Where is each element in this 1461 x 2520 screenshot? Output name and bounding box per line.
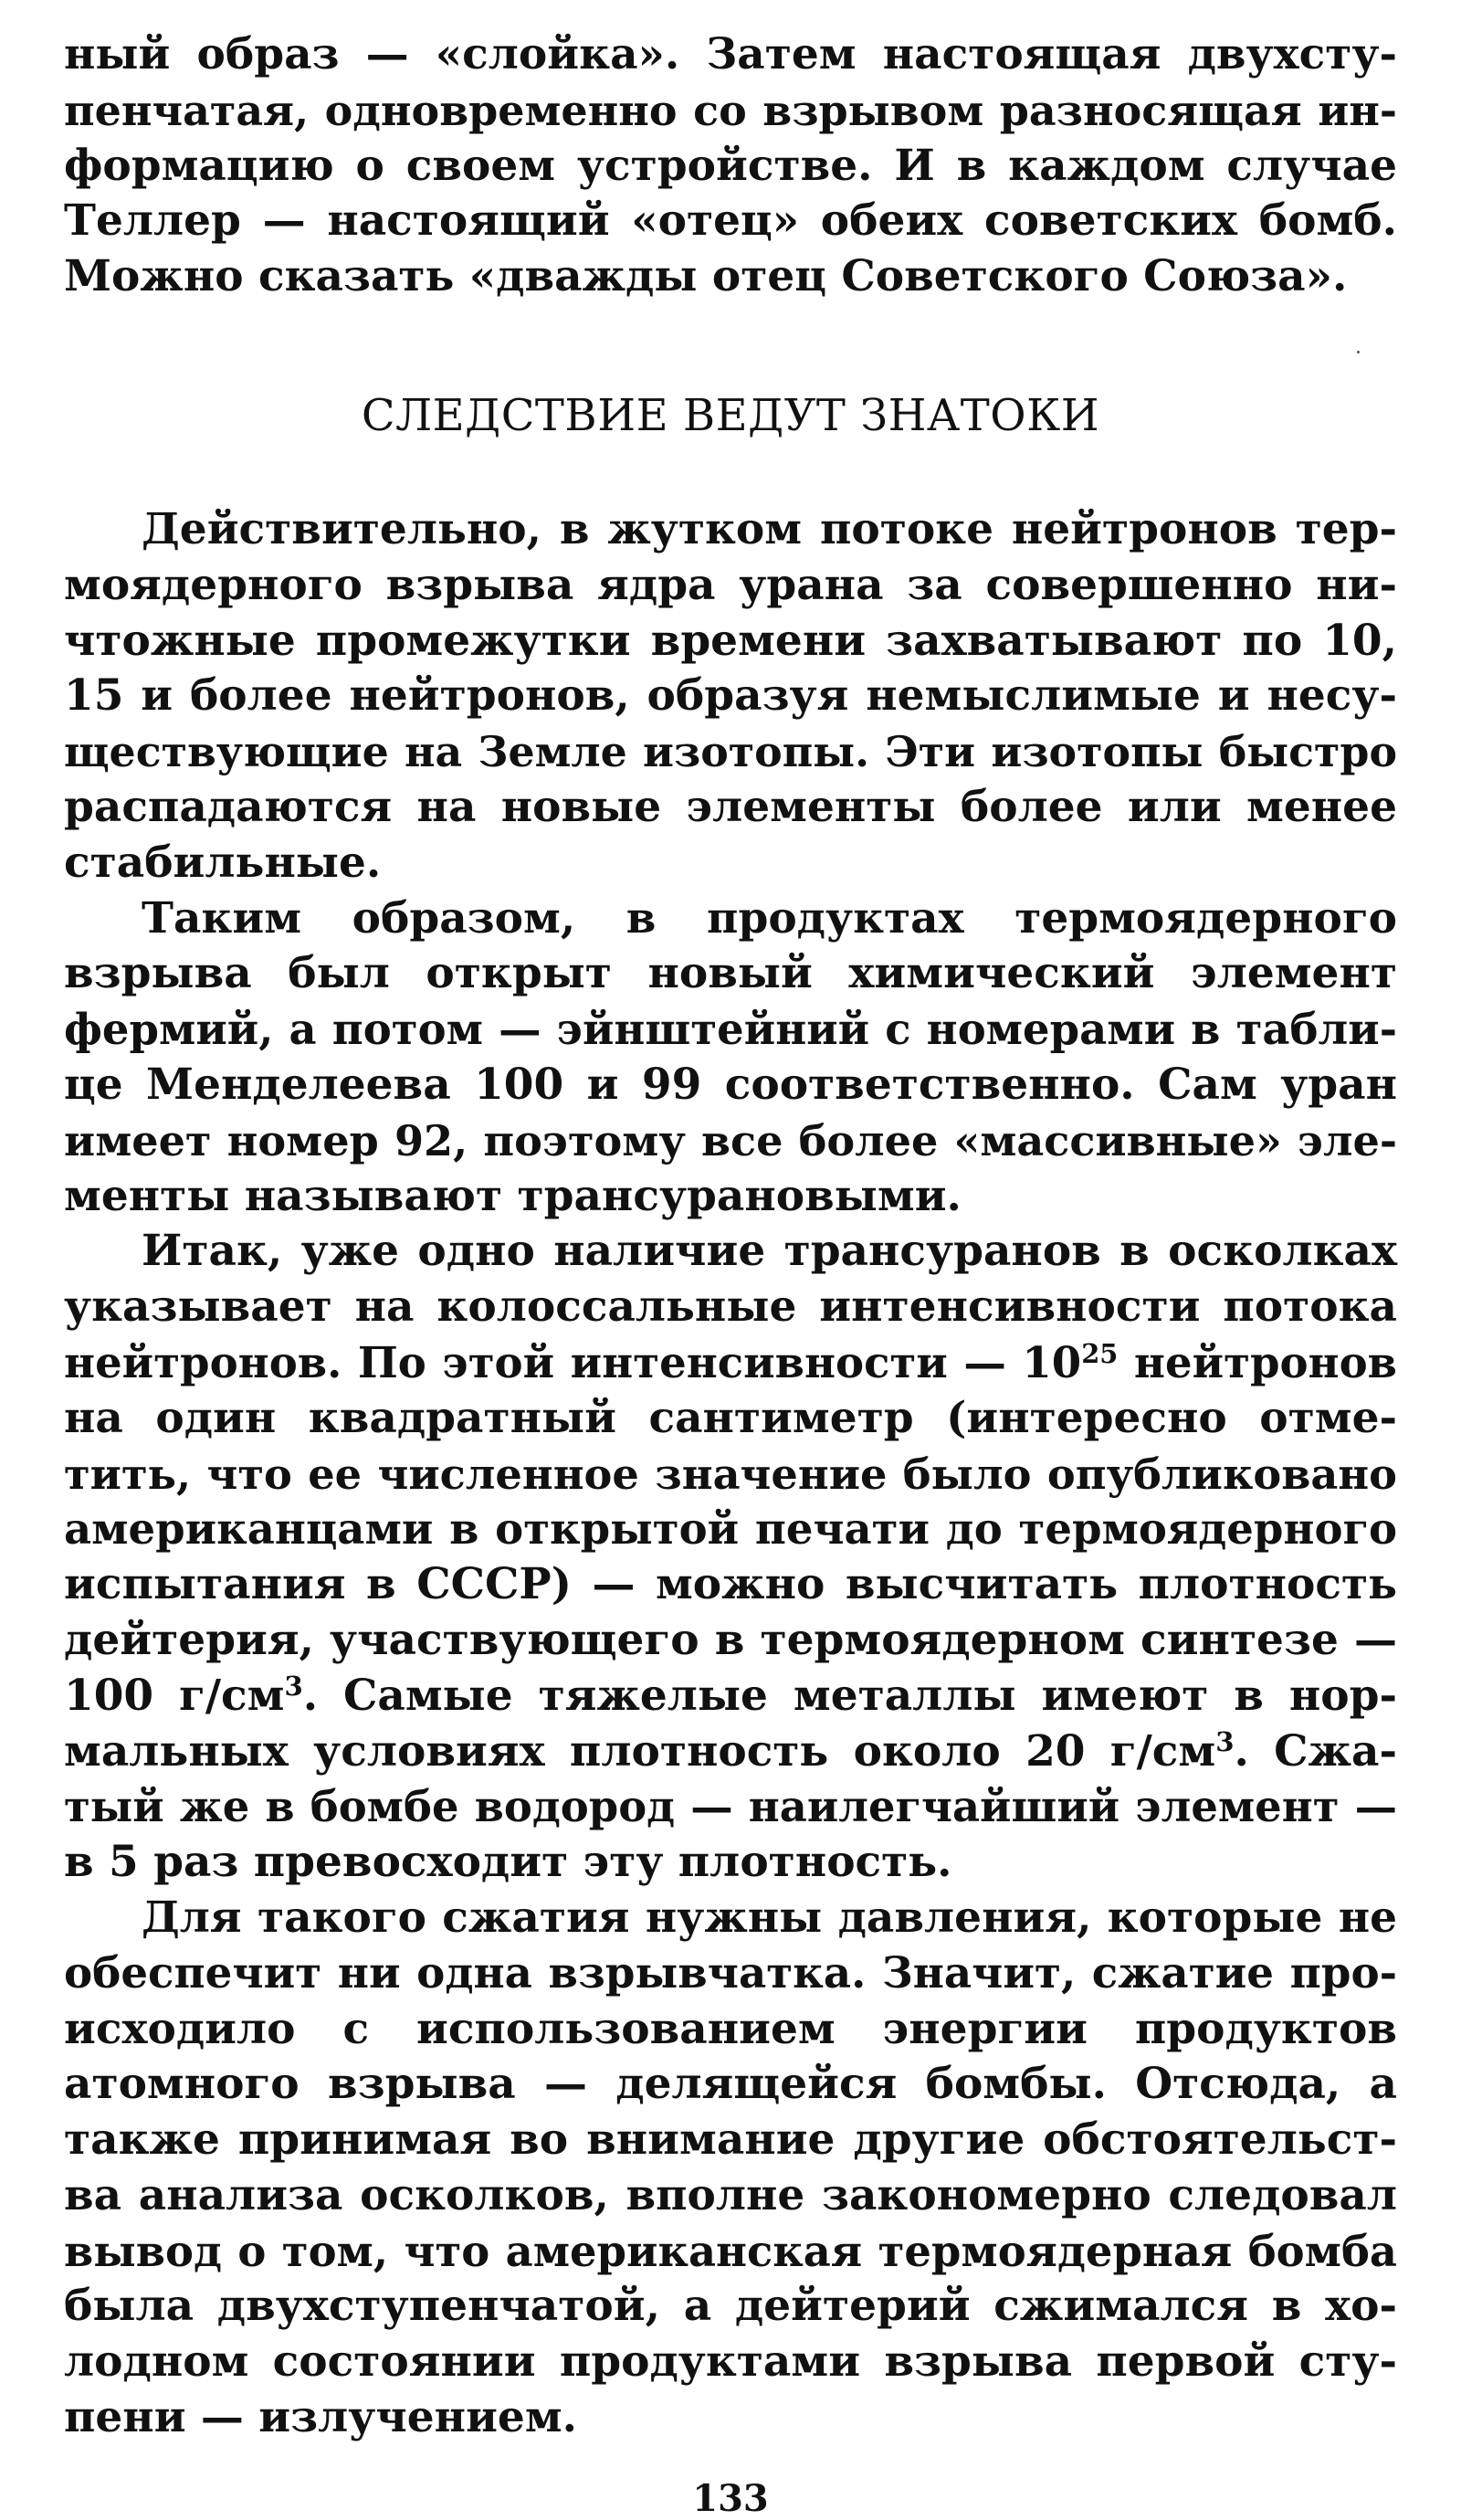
text-line: атомного взрыва — делящейся бомбы. Отсюда, а [64,2059,1397,2110]
text-line: це Менделеева 100 и 99 соответственно. Сам уран [64,1059,1397,1110]
text-line: тый же в бомбе водород — наилегчайший элемент — [64,1781,1397,1832]
text-line: Таким образом, в продуктах термоядерного [142,892,1397,944]
text-line: пенчатая, одновременно со взрывом разносящая ин- [64,85,1397,135]
text-line: менты называют трансурановыми. [64,1170,962,1221]
paragraph-1 [64,502,1397,891]
text-line: исходило с использованием энергии продуктов [64,2003,1397,2054]
text-line: стабильные. [64,837,382,888]
text-line-with-exponent [64,1335,1397,1391]
exponent: 3 [284,1670,303,1702]
text-line: вывод о том, что американская термоядерная бомба [64,2225,1397,2276]
text-line: указывает на колоссальные интенсивности потока [64,1281,1397,1333]
line-segment: 100 г/см [64,1670,285,1721]
text-line: обеспечит ни одна взрывчатка. Значит, сжатие про- [64,1947,1397,1998]
text-line: тить, что ее численное значение было опубликовано [64,1449,1397,1499]
paragraph-2 [64,891,1397,1225]
line-segment: мальных условиях плотность около 20 г/см [64,1725,1216,1777]
text-line-with-exponent [64,1669,1397,1724]
text-line: ный образ — «слойка». Затем настоящая двухсту- [64,29,1397,79]
line-segment: нейтронов [1118,1336,1397,1387]
text-line: фермий, а потом — эйнштейний с номерами в табли- [64,1004,1397,1055]
text-line: пени — излучением. [64,2392,578,2443]
line-segment: . Сжа- [1234,1725,1397,1777]
text-line: Итак, уже одно наличие трансуранов в осколках [142,1226,1397,1277]
text-line-with-exponent [64,1724,1397,1780]
text-line: распадаются на новые элементы более или менее [64,781,1397,832]
text-line: Действительно, в жутком потоке нейтронов тер- [142,503,1397,554]
text-line: испытания в СССР) — можно высчитать плотность [64,1559,1397,1610]
paragraph-4 [64,1891,1397,2446]
text-line: дейтерия, участвующего в термоядерном синтезе — [64,1614,1397,1665]
text-line: Теллер — настоящий «отец» обеих советских бомб. [64,195,1397,247]
exponent: 3 [1215,1725,1235,1757]
line-segment: нейтронов. По этой интенсивности — 10 [64,1336,1082,1387]
text-line: американцами в открытой печати до термоядерного [64,1503,1397,1555]
text-line: лодном состоянии продуктами взрыва первой сту- [64,2336,1397,2388]
line-segment: . Самые тяжелые металлы имеют в нор- [302,1670,1397,1721]
text-line: на один квадратный сантиметр (интересно отме- [64,1392,1397,1443]
print-speck [1357,351,1360,353]
text-line: 15 и более нейтронов, образуя немыслимые и несу- [64,670,1397,722]
text-line: чтожные промежутки времени захватывают по 10, [64,615,1397,666]
text-line: моядерного взрыва ядра урана за совершенно ни- [64,559,1397,610]
text-line: была двухступенчатой, а дейтерий сжимался в хо- [64,2281,1397,2332]
text-line: формацию о своем устройстве. И в каждом случае [64,140,1397,191]
text-line: также принимая во внимание другие обстоятельст- [64,2114,1397,2166]
section-heading: СЛЕДСТВИЕ ВЕДУТ ЗНАТОКИ [361,389,1100,441]
text-line: в 5 раз превосходит эту плотность. [64,1837,952,1888]
text-line: Для такого сжатия нужны давления, которые не [142,1892,1397,1943]
text-line: имеет номер 92, поэтому все более «массивные» эле- [64,1115,1397,1165]
text-line: ва анализа осколков, вполне закономерно следовал [64,2169,1397,2220]
exponent: 25 [1081,1338,1119,1370]
text-line: ществующие на Земле изотопы. Эти изотопы быстро [64,727,1397,777]
book-page [64,27,1397,2446]
intro-paragraph [64,27,1397,305]
text-line: взрыва был открыт новый химический элемент [64,948,1397,999]
paragraph-3 [64,1224,1397,1891]
text-line: Можно сказать «дважды отец Советского Союза». [64,251,1348,302]
page-number: 133 [692,2477,769,2520]
